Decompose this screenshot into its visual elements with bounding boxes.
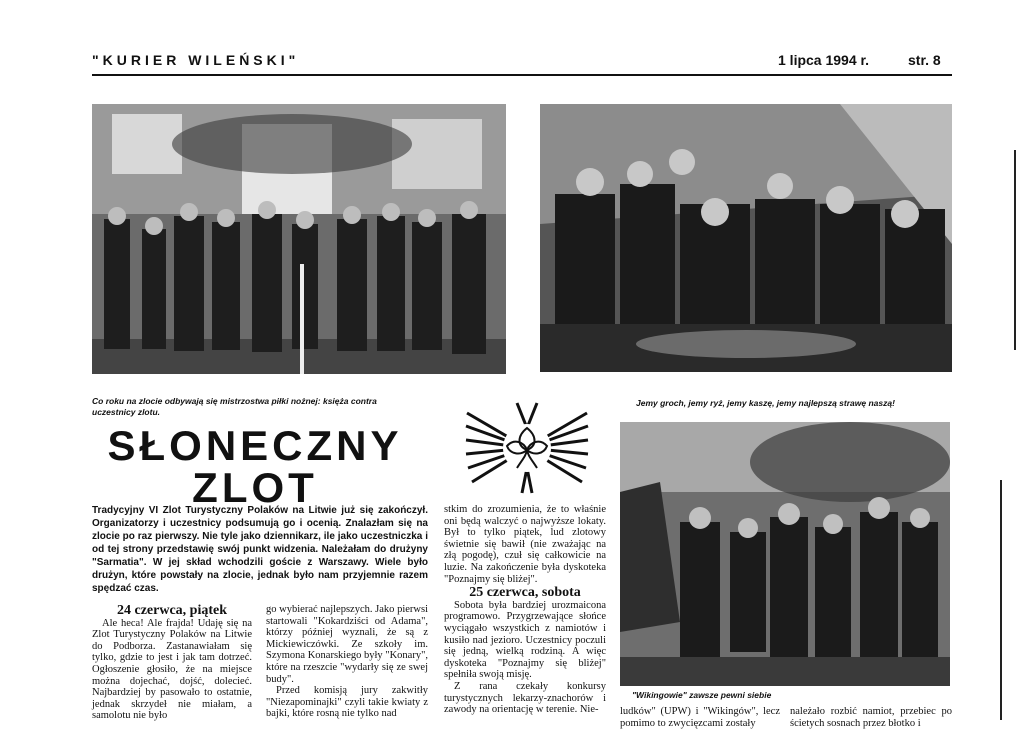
article-lead: Tradycyjny VI Zlot Turystyczny Polaków na Litwie już się zakończył. Organizatorzy i uczestnicy podsumują go i ocenią. Znalazłam się na zlocie po raz pierwszy. Nie tyle jako dziennikarz, ile jako uczestniczka i od tej strony przedstawię swój punkt widzenia. Należałam do drużyny "Sarmatia". W jej skład wchodzili goście z Warszawy. Wiele było drużyn, które powstały na zlocie, jednak było nam przyjemnie razem spędzać czas.: [92, 505, 428, 594]
column-5-text: należało rozbić namiot, przebiec po ścietych sosnach przez błotko i: [790, 706, 952, 729]
headline-line2: ZLOT: [192, 464, 318, 511]
article-column-5: [790, 706, 952, 729]
headline-line1: SŁONECZNY: [107, 422, 403, 469]
article-column-2: [266, 604, 428, 720]
page-number: str. 8: [908, 52, 941, 68]
column-1-text: Ale heca! Ale frajda! Udaję się na Zlot Turystyczny Polaków na Litwie do Podborza. Zastanawiałam się tylko, gdzie to jest i jak tam dotrzeć. Ogłoszenie głosiło, że na miejsce można dojechać, dojść, dolecieć. Najbardziej by pasowało to ostatnie, jednak skrzydeł nie miałam, a samolotu nie było: [92, 617, 252, 722]
header-rule: [92, 74, 952, 76]
column-3-text-b: Sobota była bardziej urozmaicona programowo. Przygrzewające słońce wyciągało wszystkich z namiotów i kusiło nad jezioro. Uczestnicy poczuli się jedną, wielką rodziną. A więc dyskoteka "Poznajmy się bliżej" spełniła swoją misję.: [444, 599, 606, 681]
photo-football-team: [92, 104, 506, 374]
photo-caption-campfire: Jemy groch, jemy ryż, jemy kaszę, jemy najlepszą strawę naszą!: [636, 398, 895, 408]
column-2-text-b: Przed komisją jury zakwitły "Niezapominajki" czyli takie kwiaty z bajki, które rosną nie tylko nad: [266, 685, 428, 720]
scan-edge-line: [1014, 150, 1016, 350]
photo-campfire-group: [540, 104, 952, 372]
column-3-text-c: Z rana czekały konkursy turystycznych lekarzy-znachorów i zawody na orientację w terenie. Nie-: [444, 680, 606, 716]
subheading-friday: 24 czerwca, piątek: [116, 603, 228, 618]
scan-edge-line-lower: [1000, 480, 1002, 720]
column-3-text: stkim do zrozumienia, że to właśnie oni będą walczyć o najwyższe lokaty. Był to tylko piątek, lud zlotowy świetnie się bawił (nie zważając na złą pogodę), czuł się całkowicie na luzie. Na zakończenie była dyskoteka "Poznajmy się bliżej".: [444, 504, 606, 585]
photo-caption-vikings: "Wikingowie" zawsze pewni siebie: [632, 690, 772, 700]
subheading-saturday: 25 czerwca, sobota: [469, 585, 581, 601]
column-4-text: ludków" (UPW) i "Wikingów", lecz pomimo to zwycięzcami zostały: [620, 706, 780, 729]
masthead: "KURIER WILEŃSKI": [92, 52, 300, 68]
scout-lily-emblem: [462, 398, 592, 498]
photo-vikings-group: [620, 422, 950, 686]
column-2-text: go wybierać najlepszych. Jako pierwsi startowali "Kokardziści od Adama", którzy później wyznali, że są z Mickiewiczówki. Ze szkoły im. Szymona Konarskiego były "Konary", które na rzeszcie "wydarły się ze swej budy".: [266, 604, 428, 685]
article-column-4: [620, 706, 780, 729]
photo-caption-football: Co roku na zlocie odbywają się mistrzostwa piłki nożnej: księża contra uczestnicy zlotu.: [92, 396, 377, 417]
article-column-1: [92, 605, 252, 722]
issue-date: 1 lipca 1994 r.: [778, 52, 870, 68]
article-column-3: [444, 504, 606, 716]
